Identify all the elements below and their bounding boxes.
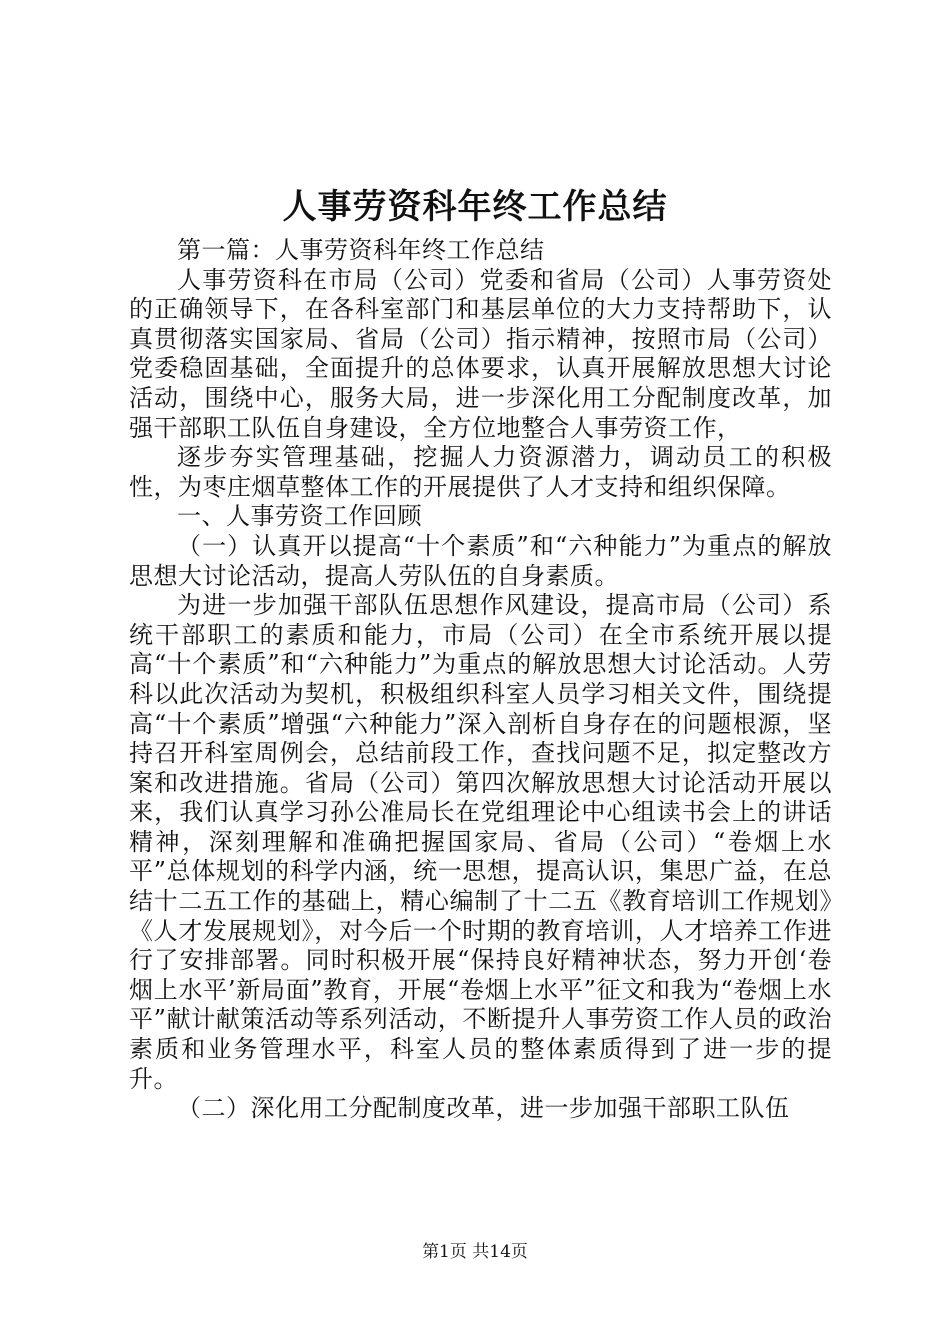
section-heading: 第一篇：人事劳资科年终工作总结 xyxy=(177,236,545,264)
section-heading: 一、人事劳资工作回顾 xyxy=(177,502,422,531)
document-title: 人事劳资科年终工作总结 xyxy=(282,187,668,227)
paragraph: 人事劳资科在市局（公司）党委和省局（公司）人事劳资处的正确领导下，在各科室部门和基层单位的大力支持帮助下，认真贯彻落实国家局、省局（公司）指示精神，按照市局（公司）党委稳固基础，全面提升的总体要求，认真开展解放思想大讨论活动，围绕中心，服务大局，进一步深化用工分配制度改革，加强干部职工队伍自身建设，全方位地整合人事劳资工作， xyxy=(129,265,832,442)
page-number-footer: 第1页 共14页 xyxy=(422,1242,528,1262)
subsection-heading: （一）认真开以提高“十个素质”和“六种能力”为重点的解放思想大讨论活动，提高人劳队伍的自身素质。 xyxy=(129,531,832,590)
paragraph: 为进一步加强干部队伍思想作风建设，提高市局（公司）系统干部职工的素质和能力，市局（公司）在全市系统开展以提高“十个素质”和“六种能力”为重点的解放思想大讨论活动。人劳科以此次活动为契机，积极组织科室人员学习相关文件，围绕提高“十个素质”增强“六种能力”深入剖析自身存在的问题根源，坚持召开科室周例会，总结前段工作，查找问题不足，拟定整改方案和改进措施。省局（公司）第四次解放思想大讨论活动开展以来，我们认真学习孙公准局长在党组理论中心组读书会上的讲话精神，深刻理解和准确把握国家局、省局（公司）“卷烟上水平”总体规划的科学内涵，统一思想，提高认识，集思广益，在总结十二五工作的基础上，精心编制了十二五《教育培训工作规划》《人才发展规划》，对今后一个时期的教育培训，人才培养工作进行了安排部署。同时积极开展“保持良好精神状态，努力开创‘卷烟上水平’新局面”教育，开展“卷烟上水平”征文和我为“卷烟上水平”献计献策活动等系列活动，不断提升人事劳资工作人员的政治素质和业务管理水平，科室人员的整体素质得到了进一步的提升。 xyxy=(129,591,832,1093)
document-body xyxy=(129,236,832,1124)
subsection-heading: （二）深化用工分配制度改革，进一步加强干部职工队伍 xyxy=(177,1094,790,1123)
paragraph: 逐步夯实管理基础，挖掘人力资源潜力，调动员工的积极性，为枣庄烟草整体工作的开展提供了人才支持和组织保障。 xyxy=(129,443,832,501)
